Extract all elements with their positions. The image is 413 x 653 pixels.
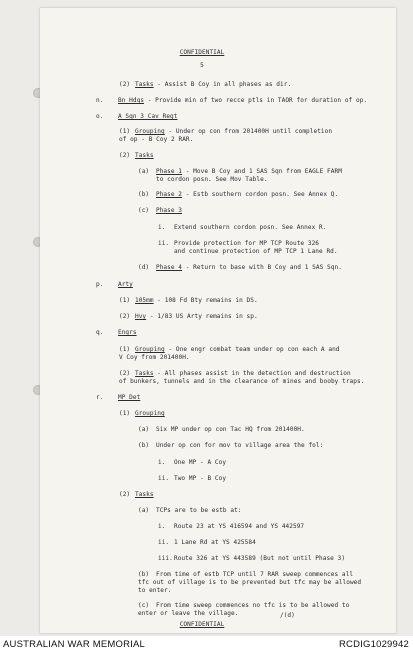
para-text: Six MP under op con Tac HQ from 201400H. — [156, 426, 305, 433]
para-number: (2) — [119, 491, 131, 498]
para-number: ii. — [158, 475, 170, 482]
page-number: 5 — [200, 62, 204, 69]
para-text: - Move B Coy and 1 SAS Sqn from EAGLE FARM — [182, 168, 342, 175]
para-number: (b) — [138, 191, 150, 198]
para-heading: Phase 2 — [156, 191, 183, 198]
para-text: - Return to base with B Coy and 1 SAS Sqn. — [182, 264, 342, 271]
para-heading: 105mm — [135, 297, 154, 304]
para-number: q. — [96, 329, 104, 336]
para-number: i. — [158, 523, 166, 530]
para-number: i. — [158, 224, 166, 231]
document-page — [40, 8, 396, 633]
para-continuation: of bunkers, tunnels and in the clearance of mines and booby traps. — [119, 378, 365, 385]
para-heading: Bn Hdqs — [118, 97, 145, 104]
archive-reference: RCDIG1029942 — [339, 639, 409, 650]
para-text: Under op con for mov to village area the fol: — [156, 442, 324, 449]
para-number: (b) — [138, 571, 150, 578]
para-number: r. — [96, 394, 104, 401]
footer-classification: CONFIDENTIAL — [179, 621, 225, 628]
para-continuation: and continue protection of MP TCP 1 Lane Rd. — [174, 248, 338, 255]
para-text: Two MP - B Coy — [174, 475, 227, 482]
para-number: (1) — [119, 128, 131, 135]
para-number: n. — [96, 97, 104, 104]
para-number: (d) — [138, 264, 150, 271]
para-heading: Tasks — [135, 81, 154, 88]
para-number: iii. — [158, 555, 173, 562]
para-continuation: tfc out of village is to be prevented but tfc may be allowed — [138, 579, 362, 586]
para-heading: Grouping — [135, 346, 165, 353]
para-number: (1) — [119, 346, 131, 353]
para-number: (2) — [119, 152, 131, 159]
para-number: (c) — [138, 602, 150, 609]
para-continuation: to enter. — [138, 587, 172, 594]
para-text: - All phases assist in the detection and destruction — [153, 370, 351, 377]
para-continuation: enter or leave the village. — [138, 610, 239, 617]
para-heading: Tasks — [135, 152, 154, 159]
para-heading: Phase 3 — [156, 207, 183, 214]
para-number: ii. — [158, 539, 170, 546]
para-text: Route 23 at YS 416594 and YS 442597 — [174, 523, 305, 530]
para-text: One MP - A Coy — [174, 459, 227, 466]
para-heading: Hvy — [135, 313, 147, 320]
para-text: From time of estb TCP until 7 RAR sweep commences all — [156, 571, 354, 578]
para-heading: Phase 1 — [156, 168, 183, 175]
para-text: - 1/83 US Arty remains in sp. — [146, 313, 258, 320]
continuation-marker: /(d) — [280, 612, 295, 619]
para-number: (1) — [119, 410, 131, 417]
archive-footer — [0, 636, 413, 653]
para-heading: Tasks — [135, 370, 154, 377]
para-heading: Phase 4 — [156, 264, 183, 271]
para-text: Provide protection for MP TCP Route 326 — [174, 240, 320, 247]
para-text: - Estb southern cordon posn. See Annex Q. — [182, 191, 339, 198]
para-continuation: of op - B Coy 2 RAR. — [119, 136, 194, 143]
para-heading: Grouping — [135, 128, 165, 135]
para-text: - 108 Fd Bty remains in DS. — [153, 297, 258, 304]
header-classification: CONFIDENTIAL — [179, 49, 225, 56]
para-number: ii. — [158, 240, 170, 247]
para-text: - Provide min of two recce ptls in TAOR for duration of op. — [144, 97, 368, 104]
para-number: (a) — [138, 168, 150, 175]
para-number: (1) — [119, 297, 131, 304]
para-number: (2) — [119, 313, 131, 320]
para-heading: Tasks — [135, 491, 154, 498]
para-text: TCPs are to be estb at: — [156, 507, 242, 514]
para-number: (2) — [119, 370, 131, 377]
para-text: 1 Lane Rd at YS 425584 — [174, 539, 256, 546]
para-number: (c) — [138, 207, 150, 214]
para-number: p. — [96, 281, 104, 288]
para-number: (a) — [138, 426, 150, 433]
para-heading: Arty — [118, 281, 133, 288]
para-number: (a) — [138, 507, 150, 514]
para-text: - Assist B Coy in all phases as dir. — [153, 81, 292, 88]
para-text: Extend southern cordon posn. See Annex R. — [174, 224, 327, 231]
para-text: - One engr combat team under op con each A and — [164, 346, 340, 353]
para-heading: Grouping — [135, 410, 165, 417]
para-continuation: V Coy from 201400H. — [119, 354, 190, 361]
para-heading: A Sqn 3 Cav Regt — [118, 113, 178, 120]
para-heading: MP Det — [118, 394, 141, 401]
para-number: (2) — [119, 81, 131, 88]
para-number: (b) — [138, 442, 150, 449]
para-text: From time sweep commences no tfc is to be allowed to — [156, 602, 350, 609]
para-continuation: to cordon posn. See Mov Table. — [156, 176, 268, 183]
para-heading: Engrs — [118, 329, 137, 336]
para-number: i. — [158, 459, 166, 466]
para-text: Route 326 at YS 443589 (But not until Phase 3) — [174, 555, 346, 562]
para-number: o. — [96, 113, 104, 120]
para-text: - Under op con from 201400H until completion — [164, 128, 333, 135]
archive-name: AUSTRALIAN WAR MEMORIAL — [3, 639, 146, 650]
